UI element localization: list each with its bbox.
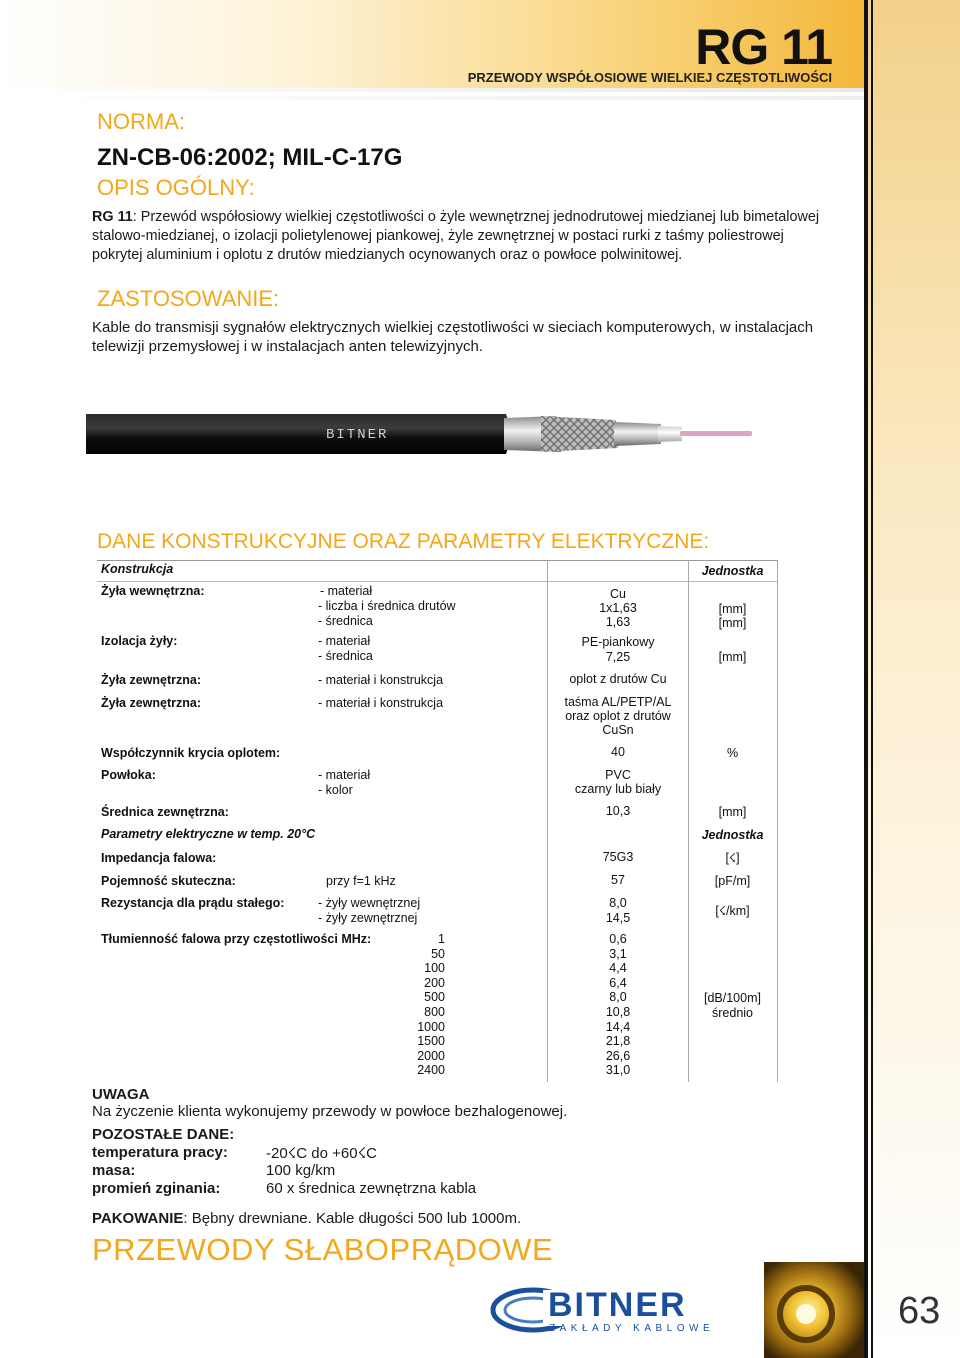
row-value: oraz oplot z drutów <box>565 709 671 723</box>
attenuation-value: 0,6 <box>609 932 627 946</box>
zastosowanie-paragraph: Kable do transmisji sygnałów elektrycznych wielkiej częstotliwości w sieciach komputerowych, w instalacjach telewizji przemysłowej i w instalacjach anten telewizyjnych. <box>92 319 814 355</box>
row-value: 7,25 <box>605 650 631 664</box>
pakowanie-label: PAKOWANIE <box>92 1210 184 1227</box>
norma-value: ZN-CB-06:2002; MIL-C-17G <box>97 144 403 171</box>
logo-subtitle: ZAKŁADY KABLOWE <box>549 1323 715 1334</box>
header-stripe <box>0 96 868 100</box>
pozostale-value: 100 kg/km <box>266 1162 336 1179</box>
frequency-value: 500 <box>424 990 445 1005</box>
row-value: oplot z drutów Cu <box>569 672 667 686</box>
frequency-value: 800 <box>424 1005 445 1019</box>
pakowanie-line <box>92 1210 521 1227</box>
row-value: taśma AL/PETP/AL <box>564 695 672 709</box>
pakowanie-text: : Bębny drewniane. Kable długości 500 lub 1000m. <box>183 1210 522 1227</box>
norma-heading: NORMA: <box>97 109 185 134</box>
header-stripe <box>0 88 868 92</box>
row-param: - średnica <box>318 649 373 663</box>
attenuation-value: 21,8 <box>605 1034 631 1049</box>
cable-jacket <box>86 414 510 454</box>
row-unit: [pF/m] <box>714 874 751 888</box>
attenuation-value: 3,1 <box>609 946 627 961</box>
frequency-value: 200 <box>424 975 445 990</box>
row-param: - materiał <box>318 768 371 782</box>
row-unit: [mm] <box>718 650 747 664</box>
attenuation-value: 26,6 <box>605 1048 631 1063</box>
row-name: Powłoka: <box>101 768 156 782</box>
row-name: Impedancja falowa: <box>101 851 217 865</box>
cable-illustration <box>86 400 786 468</box>
row-value: 1,63 <box>605 615 631 629</box>
opis-paragraph <box>92 208 832 265</box>
row-value: PE-piankowy <box>581 635 655 649</box>
row-value: PVC <box>605 768 631 782</box>
row-param: - liczba i średnica drutów <box>318 599 456 613</box>
row-name: Rezystancja dla prądu stałego: <box>101 896 285 910</box>
page-number: 63 <box>898 1290 941 1332</box>
page-subtitle: PRZEWODY WSPÓŁOSIOWE WIELKIEJ CZĘSTOTLIWOŚCI <box>467 70 832 85</box>
row-unit: [☇/km] <box>715 904 750 918</box>
table-column-separator <box>547 560 548 1082</box>
pozostale-key: temperatura pracy: <box>92 1144 228 1161</box>
table-rule <box>97 581 777 582</box>
parametry-header: Parametry elektryczne w temp. 20°C <box>101 827 316 841</box>
right-panel <box>868 0 960 1358</box>
row-name: Izolacja żyły: <box>101 634 178 648</box>
logo-wordmark: BITNER <box>548 1286 687 1324</box>
cable-print: BITNER <box>326 427 389 443</box>
pozostale-value: 60 x średnica zewnętrzna kabla <box>266 1180 477 1197</box>
row-value: 14,5 <box>605 911 631 925</box>
row-unit: średnio <box>712 1006 753 1020</box>
row-value: CuSn <box>602 723 634 737</box>
opis-lead: RG 11 <box>92 209 133 225</box>
page-title: RG 11 <box>695 19 832 75</box>
frequency-value: 50 <box>431 946 445 961</box>
row-name: Żyła wewnętrzna: <box>101 584 205 598</box>
attenuation-value: 4,4 <box>609 961 627 976</box>
row-unit: % <box>726 746 739 760</box>
cable-conductor <box>680 431 752 436</box>
jednostka-header: Jednostka <box>701 828 764 842</box>
attenuation-value: 14,4 <box>605 1019 631 1034</box>
attenuation-value: 8,0 <box>609 990 627 1005</box>
row-name: Tłumienność falowa przy częstotliwości MHz: <box>101 932 372 946</box>
table-rule <box>97 560 777 561</box>
row-param: - materiał <box>320 584 373 598</box>
uwaga-text: Na życzenie klienta wykonujemy przewody w powłoce bezhalogenowej. <box>92 1103 568 1120</box>
frequency-value: 100 <box>424 961 445 976</box>
konstrukcja-header: Konstrukcja <box>101 562 174 576</box>
dane-heading: DANE KONSTRUKCYJNE ORAZ PARAMETRY ELEKTRYCZNE: <box>97 530 710 553</box>
uwaga-heading: UWAGA <box>92 1086 150 1103</box>
attenuation-value: 10,8 <box>605 1005 631 1019</box>
row-unit: [mm] <box>718 805 747 819</box>
row-name: Żyła zewnętrzna: <box>101 673 202 687</box>
row-param: - średnica <box>318 614 373 628</box>
row-name: Żyła zewnętrzna: <box>101 696 202 710</box>
jednostka-header: Jednostka <box>701 564 764 578</box>
table-column-separator <box>777 560 778 1082</box>
row-unit: [dB/100m] <box>704 991 761 1005</box>
pozostale-key: promień zginania: <box>92 1180 221 1197</box>
row-value: 75G3 <box>602 850 634 864</box>
pozostale-key: masa: <box>92 1162 136 1179</box>
row-value: 10,3 <box>605 804 631 818</box>
row-value: Cu <box>610 587 626 601</box>
opis-heading: OPIS OGÓLNY: <box>97 175 255 200</box>
pozostale-value: -20☇C do +60☇C <box>266 1145 377 1162</box>
cable-braid <box>541 416 618 452</box>
row-param: - żyły zewnętrznej <box>318 911 418 925</box>
row-unit: [mm] <box>718 616 747 630</box>
attenuation-value: 6,4 <box>609 975 627 990</box>
frequency-value: 2000 <box>417 1048 445 1063</box>
zastosowanie-heading: ZASTOSOWANIE: <box>97 286 280 311</box>
row-name: Pojemność skuteczna: <box>101 874 236 888</box>
row-unit: [☇] <box>725 851 740 865</box>
row-param: - materiał <box>318 634 371 648</box>
row-value: 1x1,63 <box>599 601 637 615</box>
cable-foil-inner <box>614 422 661 446</box>
row-value: czarny lub biały <box>574 782 662 796</box>
frequency-value: 2400 <box>417 1063 445 1078</box>
row-value: 57 <box>611 873 625 887</box>
opis-body: : Przewód współosiowy wielkiej częstotliwości o żyle wewnętrznej jednodrutowej miedzianej lub bimetalowej stalowo-miedzianej, o izolacji polietylenowej piankowej, żyle zewnętrznej w postaci rurki z taśmy poliestrowej pokrytej aluminium i oplotu z drutów miedzianych ocynowanych oraz o powłoce polwinitowej. <box>92 209 820 263</box>
frequency-value: 1500 <box>417 1034 445 1049</box>
footer-title: PRZEWODY SŁABOPRĄDOWE <box>92 1232 554 1267</box>
row-value: 40 <box>611 745 625 759</box>
row-param: - materiał i konstrukcja <box>318 673 444 687</box>
row-param: przy f=1 kHz <box>326 874 396 888</box>
row-value: 8,0 <box>609 896 627 910</box>
row-param: - żyły wewnętrznej <box>318 896 421 910</box>
frequency-value: 1000 <box>417 1019 445 1034</box>
frequency-value: 1 <box>438 932 445 946</box>
row-unit: [mm] <box>718 602 747 616</box>
pozostale-heading: POZOSTAŁE DANE: <box>92 1126 235 1143</box>
vertical-divider <box>871 0 873 1358</box>
row-name: Średnica zewnętrzna: <box>101 805 229 819</box>
row-param: - materiał i konstrukcja <box>318 696 444 710</box>
vertical-divider <box>864 0 868 1358</box>
cable-dielectric <box>658 426 682 442</box>
cable-photo <box>764 1262 864 1358</box>
attenuation-value: 31,0 <box>605 1063 631 1078</box>
row-param: - kolor <box>318 783 353 797</box>
row-name: Współczynnik krycia oplotem: <box>101 746 281 760</box>
